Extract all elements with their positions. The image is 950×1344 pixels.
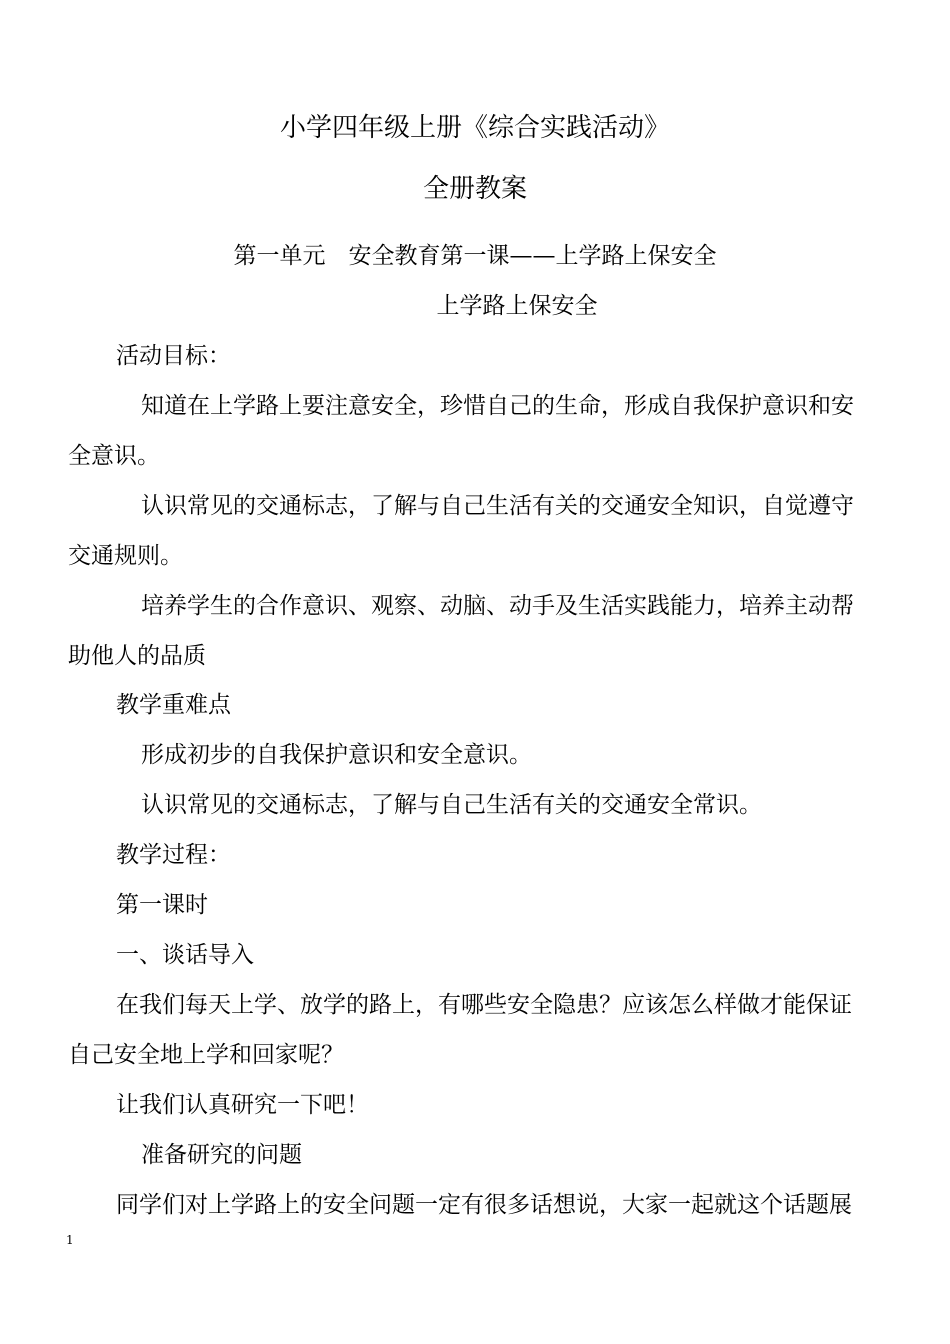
paragraph-line: 知道在上学路上要注意安全，珍惜自己的生命，形成自我保护意识和安: [141, 393, 854, 419]
paragraph-line: 交通规则。: [68, 543, 183, 569]
step-heading: 一、谈话导入: [116, 942, 254, 968]
document-title: 小学四年级上册《综合实践活动》: [279, 113, 670, 143]
lesson-period: 第一课时: [116, 892, 208, 918]
section-heading-key-points: 教学重难点: [116, 692, 231, 718]
paragraph-line: 助他人的品质: [68, 643, 206, 669]
section-heading-objectives: 活动目标：: [116, 343, 231, 369]
paragraph-line: 让我们认真研究一下吧！: [116, 1092, 369, 1118]
paragraph-line: 培养学生的合作意识、观察、动脑、动手及生活实践能力，培养主动帮: [141, 593, 854, 619]
paragraph-line: 全意识。: [68, 443, 160, 469]
section-heading-process: 教学过程：: [116, 842, 231, 868]
paragraph-line: 自己安全地上学和回家呢？: [68, 1042, 344, 1068]
lesson-title: 上学路上保安全: [436, 293, 598, 319]
paragraph-line: 在我们每天上学、放学的路上，有哪些安全隐患？应该怎么样做才能保证: [116, 992, 852, 1018]
unit-heading: 第一单元 安全教育第一课——上学路上保安全: [233, 243, 717, 269]
paragraph-line: 同学们对上学路上的安全问题一定有很多话想说，大家一起就这个话题展: [116, 1192, 852, 1218]
paragraph-line: 形成初步的自我保护意识和安全意识。: [141, 742, 532, 768]
paragraph-line: 认识常见的交通标志，了解与自己生活有关的交通安全知识，自觉遵守: [141, 493, 854, 519]
subheading: 准备研究的问题: [141, 1142, 302, 1168]
paragraph-line: 认识常见的交通标志，了解与自己生活有关的交通安全常识。: [141, 792, 762, 818]
page-number: 1: [66, 1233, 74, 1247]
document-subtitle: 全册教案: [422, 174, 527, 204]
